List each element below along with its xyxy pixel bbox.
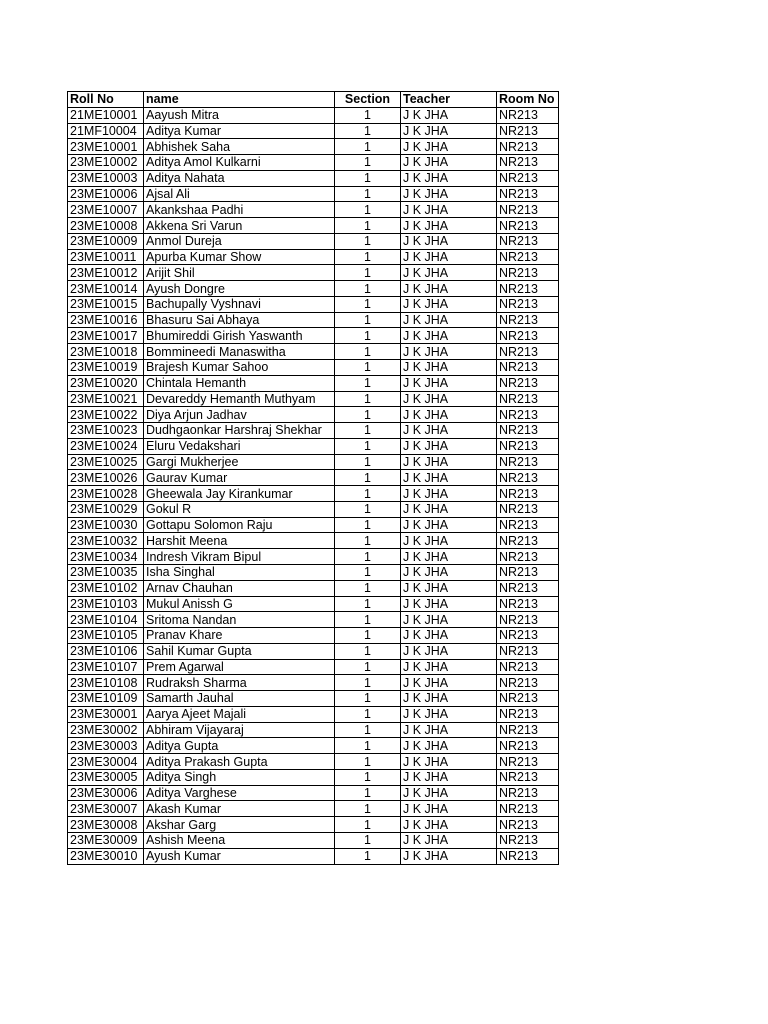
cell-section: 1 <box>335 486 401 502</box>
cell-name: Eluru Vedakshari <box>144 438 335 454</box>
cell-section: 1 <box>335 344 401 360</box>
cell-teacher: J K JHA <box>401 375 497 391</box>
header-roll-no: Roll No <box>68 92 144 108</box>
cell-teacher: J K JHA <box>401 360 497 376</box>
cell-name: Samarth Jauhal <box>144 691 335 707</box>
cell-section: 1 <box>335 233 401 249</box>
cell-room-no: NR213 <box>497 344 559 360</box>
cell-roll-no: 23ME30009 <box>68 832 144 848</box>
header-name: name <box>144 92 335 108</box>
cell-name: Bachupally Vyshnavi <box>144 296 335 312</box>
table-row <box>68 659 559 675</box>
roster-header <box>68 92 559 108</box>
table-row <box>68 139 559 155</box>
table-row <box>68 612 559 628</box>
cell-roll-no: 23ME10026 <box>68 470 144 486</box>
table-row <box>68 501 559 517</box>
table-row <box>68 186 559 202</box>
cell-teacher: J K JHA <box>401 549 497 565</box>
cell-room-no: NR213 <box>497 391 559 407</box>
cell-room-no: NR213 <box>497 186 559 202</box>
cell-roll-no: 23ME10019 <box>68 360 144 376</box>
table-row <box>68 533 559 549</box>
cell-roll-no: 23ME10021 <box>68 391 144 407</box>
cell-roll-no: 23ME10009 <box>68 233 144 249</box>
cell-section: 1 <box>335 170 401 186</box>
cell-roll-no: 23ME10104 <box>68 612 144 628</box>
cell-section: 1 <box>335 549 401 565</box>
cell-section: 1 <box>335 596 401 612</box>
cell-teacher: J K JHA <box>401 517 497 533</box>
cell-roll-no: 23ME10001 <box>68 139 144 155</box>
cell-name: Gargi Mukherjee <box>144 454 335 470</box>
cell-name: Akankshaa Padhi <box>144 202 335 218</box>
cell-name: Akshar Garg <box>144 817 335 833</box>
cell-name: Aarya Ajeet Majali <box>144 706 335 722</box>
cell-roll-no: 23ME30001 <box>68 706 144 722</box>
cell-teacher: J K JHA <box>401 801 497 817</box>
cell-room-no: NR213 <box>497 785 559 801</box>
cell-roll-no: 23ME10106 <box>68 643 144 659</box>
table-row <box>68 407 559 423</box>
cell-room-no: NR213 <box>497 249 559 265</box>
cell-roll-no: 21ME10001 <box>68 107 144 123</box>
cell-section: 1 <box>335 612 401 628</box>
cell-roll-no: 23ME10028 <box>68 486 144 502</box>
cell-roll-no: 23ME30007 <box>68 801 144 817</box>
cell-roll-no: 23ME30003 <box>68 738 144 754</box>
table-row <box>68 832 559 848</box>
cell-name: Aditya Gupta <box>144 738 335 754</box>
cell-teacher: J K JHA <box>401 155 497 171</box>
cell-room-no: NR213 <box>497 139 559 155</box>
cell-teacher: J K JHA <box>401 564 497 580</box>
cell-section: 1 <box>335 564 401 580</box>
cell-room-no: NR213 <box>497 328 559 344</box>
cell-room-no: NR213 <box>497 564 559 580</box>
cell-teacher: J K JHA <box>401 486 497 502</box>
cell-name: Bommineedi Manaswitha <box>144 344 335 360</box>
table-row <box>68 691 559 707</box>
table-row <box>68 233 559 249</box>
cell-section: 1 <box>335 107 401 123</box>
cell-roll-no: 23ME10018 <box>68 344 144 360</box>
cell-roll-no: 23ME30006 <box>68 785 144 801</box>
cell-teacher: J K JHA <box>401 312 497 328</box>
cell-teacher: J K JHA <box>401 612 497 628</box>
cell-name: Gottapu Solomon Raju <box>144 517 335 533</box>
cell-name: Abhishek Saha <box>144 139 335 155</box>
cell-teacher: J K JHA <box>401 580 497 596</box>
cell-room-no: NR213 <box>497 659 559 675</box>
cell-section: 1 <box>335 832 401 848</box>
cell-roll-no: 23ME10006 <box>68 186 144 202</box>
cell-room-no: NR213 <box>497 360 559 376</box>
cell-room-no: NR213 <box>497 155 559 171</box>
cell-teacher: J K JHA <box>401 454 497 470</box>
table-row <box>68 423 559 439</box>
table-row <box>68 817 559 833</box>
table-row <box>68 738 559 754</box>
cell-name: Harshit Meena <box>144 533 335 549</box>
cell-teacher: J K JHA <box>401 391 497 407</box>
cell-section: 1 <box>335 328 401 344</box>
cell-section: 1 <box>335 186 401 202</box>
cell-teacher: J K JHA <box>401 107 497 123</box>
cell-room-no: NR213 <box>497 407 559 423</box>
cell-room-no: NR213 <box>497 423 559 439</box>
cell-teacher: J K JHA <box>401 533 497 549</box>
cell-name: Aditya Varghese <box>144 785 335 801</box>
table-row <box>68 549 559 565</box>
cell-teacher: J K JHA <box>401 706 497 722</box>
cell-teacher: J K JHA <box>401 249 497 265</box>
cell-section: 1 <box>335 501 401 517</box>
cell-room-no: NR213 <box>497 848 559 864</box>
cell-section: 1 <box>335 691 401 707</box>
cell-roll-no: 23ME10011 <box>68 249 144 265</box>
cell-roll-no: 23ME10008 <box>68 218 144 234</box>
table-row <box>68 375 559 391</box>
cell-room-no: NR213 <box>497 580 559 596</box>
cell-roll-no: 23ME10015 <box>68 296 144 312</box>
cell-name: Rudraksh Sharma <box>144 675 335 691</box>
cell-section: 1 <box>335 123 401 139</box>
table-row <box>68 848 559 864</box>
cell-teacher: J K JHA <box>401 659 497 675</box>
cell-name: Sritoma Nandan <box>144 612 335 628</box>
cell-name: Arijit Shil <box>144 265 335 281</box>
cell-name: Gaurav Kumar <box>144 470 335 486</box>
cell-section: 1 <box>335 249 401 265</box>
cell-teacher: J K JHA <box>401 265 497 281</box>
table-row <box>68 754 559 770</box>
cell-name: Gheewala Jay Kirankumar <box>144 486 335 502</box>
cell-name: Gokul R <box>144 501 335 517</box>
cell-room-no: NR213 <box>497 486 559 502</box>
cell-roll-no: 23ME10107 <box>68 659 144 675</box>
cell-name: Pranav Khare <box>144 628 335 644</box>
cell-teacher: J K JHA <box>401 281 497 297</box>
cell-section: 1 <box>335 296 401 312</box>
table-row <box>68 801 559 817</box>
cell-roll-no: 23ME10020 <box>68 375 144 391</box>
table-row <box>68 202 559 218</box>
cell-teacher: J K JHA <box>401 643 497 659</box>
cell-room-no: NR213 <box>497 738 559 754</box>
cell-teacher: J K JHA <box>401 501 497 517</box>
cell-roll-no: 23ME10109 <box>68 691 144 707</box>
cell-name: Arnav Chauhan <box>144 580 335 596</box>
cell-teacher: J K JHA <box>401 722 497 738</box>
table-row <box>68 722 559 738</box>
table-row <box>68 107 559 123</box>
cell-roll-no: 23ME30002 <box>68 722 144 738</box>
cell-name: Aditya Nahata <box>144 170 335 186</box>
cell-roll-no: 23ME10016 <box>68 312 144 328</box>
cell-section: 1 <box>335 706 401 722</box>
table-row <box>68 170 559 186</box>
cell-roll-no: 23ME10035 <box>68 564 144 580</box>
cell-name: Aditya Amol Kulkarni <box>144 155 335 171</box>
cell-room-no: NR213 <box>497 817 559 833</box>
table-row <box>68 517 559 533</box>
cell-name: Brajesh Kumar Sahoo <box>144 360 335 376</box>
cell-roll-no: 23ME10012 <box>68 265 144 281</box>
cell-teacher: J K JHA <box>401 675 497 691</box>
table-row <box>68 438 559 454</box>
cell-teacher: J K JHA <box>401 407 497 423</box>
cell-name: Akkena Sri Varun <box>144 218 335 234</box>
table-row <box>68 785 559 801</box>
cell-teacher: J K JHA <box>401 832 497 848</box>
cell-teacher: J K JHA <box>401 233 497 249</box>
cell-section: 1 <box>335 785 401 801</box>
cell-name: Ashish Meena <box>144 832 335 848</box>
cell-room-no: NR213 <box>497 596 559 612</box>
table-row <box>68 123 559 139</box>
table-row <box>68 218 559 234</box>
table-row <box>68 675 559 691</box>
cell-section: 1 <box>335 801 401 817</box>
cell-room-no: NR213 <box>497 691 559 707</box>
cell-room-no: NR213 <box>497 628 559 644</box>
cell-roll-no: 23ME10024 <box>68 438 144 454</box>
cell-teacher: J K JHA <box>401 328 497 344</box>
header-room-no: Room No <box>497 92 559 108</box>
cell-roll-no: 23ME10014 <box>68 281 144 297</box>
cell-section: 1 <box>335 281 401 297</box>
cell-roll-no: 23ME10108 <box>68 675 144 691</box>
cell-name: Dudhgaonkar Harshraj Shekhar <box>144 423 335 439</box>
table-row <box>68 580 559 596</box>
cell-section: 1 <box>335 643 401 659</box>
cell-roll-no: 23ME10003 <box>68 170 144 186</box>
cell-room-no: NR213 <box>497 375 559 391</box>
cell-name: Indresh Vikram Bipul <box>144 549 335 565</box>
cell-section: 1 <box>335 580 401 596</box>
cell-roll-no: 23ME10030 <box>68 517 144 533</box>
cell-room-no: NR213 <box>497 470 559 486</box>
cell-name: Ajsal Ali <box>144 186 335 202</box>
cell-name: Prem Agarwal <box>144 659 335 675</box>
cell-name: Ayush Kumar <box>144 848 335 864</box>
table-row <box>68 344 559 360</box>
cell-room-no: NR213 <box>497 218 559 234</box>
cell-section: 1 <box>335 628 401 644</box>
cell-section: 1 <box>335 454 401 470</box>
cell-teacher: J K JHA <box>401 754 497 770</box>
cell-teacher: J K JHA <box>401 817 497 833</box>
table-row <box>68 155 559 171</box>
table-row <box>68 391 559 407</box>
roster-table <box>67 91 559 865</box>
cell-roll-no: 23ME10029 <box>68 501 144 517</box>
cell-teacher: J K JHA <box>401 139 497 155</box>
cell-name: Mukul Anissh G <box>144 596 335 612</box>
cell-section: 1 <box>335 312 401 328</box>
table-row <box>68 564 559 580</box>
cell-room-no: NR213 <box>497 312 559 328</box>
cell-teacher: J K JHA <box>401 848 497 864</box>
cell-name: Aayush Mitra <box>144 107 335 123</box>
cell-teacher: J K JHA <box>401 691 497 707</box>
cell-room-no: NR213 <box>497 281 559 297</box>
cell-room-no: NR213 <box>497 438 559 454</box>
cell-room-no: NR213 <box>497 107 559 123</box>
cell-section: 1 <box>335 360 401 376</box>
cell-teacher: J K JHA <box>401 628 497 644</box>
cell-roll-no: 23ME30005 <box>68 769 144 785</box>
cell-roll-no: 23ME10103 <box>68 596 144 612</box>
cell-section: 1 <box>335 265 401 281</box>
cell-roll-no: 23ME10034 <box>68 549 144 565</box>
cell-roll-no: 23ME30010 <box>68 848 144 864</box>
cell-section: 1 <box>335 438 401 454</box>
cell-teacher: J K JHA <box>401 202 497 218</box>
cell-room-no: NR213 <box>497 170 559 186</box>
cell-section: 1 <box>335 202 401 218</box>
cell-room-no: NR213 <box>497 296 559 312</box>
cell-room-no: NR213 <box>497 643 559 659</box>
cell-name: Aditya Singh <box>144 769 335 785</box>
cell-room-no: NR213 <box>497 769 559 785</box>
cell-section: 1 <box>335 817 401 833</box>
cell-section: 1 <box>335 218 401 234</box>
cell-name: Diya Arjun Jadhav <box>144 407 335 423</box>
cell-teacher: J K JHA <box>401 769 497 785</box>
cell-room-no: NR213 <box>497 754 559 770</box>
cell-name: Abhiram Vijayaraj <box>144 722 335 738</box>
cell-section: 1 <box>335 738 401 754</box>
cell-section: 1 <box>335 423 401 439</box>
header-teacher: Teacher <box>401 92 497 108</box>
cell-section: 1 <box>335 139 401 155</box>
cell-name: Aditya Prakash Gupta <box>144 754 335 770</box>
cell-roll-no: 21MF10004 <box>68 123 144 139</box>
cell-room-no: NR213 <box>497 202 559 218</box>
cell-section: 1 <box>335 407 401 423</box>
cell-section: 1 <box>335 517 401 533</box>
cell-section: 1 <box>335 155 401 171</box>
header-row <box>68 92 559 108</box>
table-row <box>68 486 559 502</box>
cell-room-no: NR213 <box>497 517 559 533</box>
cell-section: 1 <box>335 533 401 549</box>
cell-section: 1 <box>335 659 401 675</box>
roster-body <box>68 107 559 864</box>
table-row <box>68 628 559 644</box>
table-row <box>68 360 559 376</box>
cell-room-no: NR213 <box>497 533 559 549</box>
cell-name: Aditya Kumar <box>144 123 335 139</box>
table-row <box>68 328 559 344</box>
table-row <box>68 470 559 486</box>
cell-roll-no: 23ME10025 <box>68 454 144 470</box>
cell-teacher: J K JHA <box>401 344 497 360</box>
cell-room-no: NR213 <box>497 706 559 722</box>
table-row <box>68 281 559 297</box>
cell-section: 1 <box>335 754 401 770</box>
cell-room-no: NR213 <box>497 832 559 848</box>
cell-room-no: NR213 <box>497 501 559 517</box>
cell-room-no: NR213 <box>497 265 559 281</box>
cell-name: Bhumireddi Girish Yaswanth <box>144 328 335 344</box>
cell-room-no: NR213 <box>497 675 559 691</box>
cell-room-no: NR213 <box>497 549 559 565</box>
cell-teacher: J K JHA <box>401 123 497 139</box>
cell-section: 1 <box>335 391 401 407</box>
cell-teacher: J K JHA <box>401 470 497 486</box>
table-row <box>68 265 559 281</box>
cell-room-no: NR213 <box>497 801 559 817</box>
cell-roll-no: 23ME30004 <box>68 754 144 770</box>
cell-teacher: J K JHA <box>401 438 497 454</box>
cell-section: 1 <box>335 769 401 785</box>
table-row <box>68 706 559 722</box>
cell-roll-no: 23ME10023 <box>68 423 144 439</box>
header-section: Section <box>335 92 401 108</box>
cell-name: Apurba Kumar Show <box>144 249 335 265</box>
cell-name: Isha Singhal <box>144 564 335 580</box>
table-row <box>68 454 559 470</box>
cell-name: Sahil Kumar Gupta <box>144 643 335 659</box>
cell-name: Anmol Dureja <box>144 233 335 249</box>
cell-room-no: NR213 <box>497 454 559 470</box>
table-row <box>68 643 559 659</box>
cell-section: 1 <box>335 675 401 691</box>
cell-name: Bhasuru Sai Abhaya <box>144 312 335 328</box>
cell-room-no: NR213 <box>497 612 559 628</box>
cell-teacher: J K JHA <box>401 186 497 202</box>
cell-teacher: J K JHA <box>401 423 497 439</box>
table-row <box>68 596 559 612</box>
cell-teacher: J K JHA <box>401 218 497 234</box>
cell-section: 1 <box>335 848 401 864</box>
cell-room-no: NR213 <box>497 233 559 249</box>
table-row <box>68 296 559 312</box>
cell-teacher: J K JHA <box>401 296 497 312</box>
cell-roll-no: 23ME10002 <box>68 155 144 171</box>
cell-teacher: J K JHA <box>401 596 497 612</box>
cell-room-no: NR213 <box>497 123 559 139</box>
cell-name: Akash Kumar <box>144 801 335 817</box>
cell-roll-no: 23ME10032 <box>68 533 144 549</box>
cell-name: Chintala Hemanth <box>144 375 335 391</box>
cell-roll-no: 23ME30008 <box>68 817 144 833</box>
cell-roll-no: 23ME10022 <box>68 407 144 423</box>
table-row <box>68 249 559 265</box>
cell-name: Ayush Dongre <box>144 281 335 297</box>
cell-teacher: J K JHA <box>401 170 497 186</box>
cell-teacher: J K JHA <box>401 785 497 801</box>
cell-section: 1 <box>335 722 401 738</box>
cell-room-no: NR213 <box>497 722 559 738</box>
table-row <box>68 769 559 785</box>
cell-roll-no: 23ME10105 <box>68 628 144 644</box>
cell-roll-no: 23ME10017 <box>68 328 144 344</box>
cell-roll-no: 23ME10102 <box>68 580 144 596</box>
cell-name: Devareddy Hemanth Muthyam <box>144 391 335 407</box>
cell-roll-no: 23ME10007 <box>68 202 144 218</box>
cell-teacher: J K JHA <box>401 738 497 754</box>
table-row <box>68 312 559 328</box>
cell-section: 1 <box>335 375 401 391</box>
cell-section: 1 <box>335 470 401 486</box>
